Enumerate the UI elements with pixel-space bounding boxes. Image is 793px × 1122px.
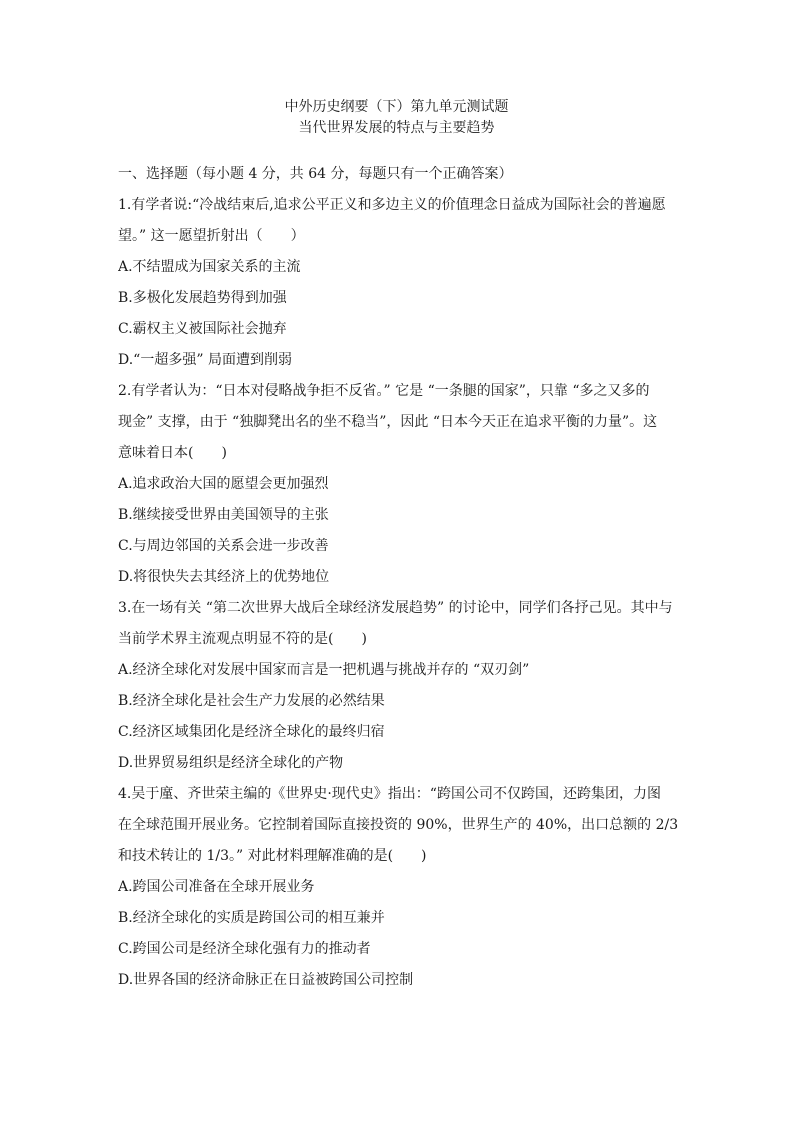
question-stem-line: 2.有学者认为：“日本对侵略战争拒不反省。” 它是 “一条腿的国家”，只靠 “多之又多的 <box>118 383 650 399</box>
option-c: C.经济区域集团化是经济全球化的最终归宿 <box>118 724 385 740</box>
option-d: D.世界各国的经济命脉正在日益被跨国公司控制 <box>118 972 414 988</box>
question-2 <box>118 381 678 598</box>
option-d: D.世界贸易组织是经济全球化的产物 <box>118 755 344 771</box>
option-c: C.与周边邻国的关系会进一步改善 <box>118 538 329 554</box>
option-d: D.将很快失去其经济上的优势地位 <box>118 569 330 585</box>
question-4 <box>118 784 678 1001</box>
question-stem-line: 和技术转让的 1/3。” 对此材料理解准确的是( ) <box>118 848 427 864</box>
question-stem-line: 望。” 这一愿望折射出（ ） <box>118 228 305 244</box>
option-b: B.经济全球化的实质是跨国公司的相互兼并 <box>118 910 385 926</box>
option-a: A.经济全球化对发展中国家而言是一把机遇与挑战并存的 “双刃剑” <box>118 662 530 678</box>
section-heading: 一、选择题（每小题 4 分，共 64 分，每题只有一个正确答案） <box>118 166 513 182</box>
option-a: A.不结盟成为国家关系的主流 <box>118 259 301 275</box>
option-b: B.继续接受世界由美国领导的主张 <box>118 507 329 523</box>
document-body <box>118 164 678 1001</box>
option-b: B.经济全球化是社会生产力发展的必然结果 <box>118 693 385 709</box>
question-stem-line: 意味着日本( ) <box>118 445 227 461</box>
option-b: B.多极化发展趋势得到加强 <box>118 290 287 306</box>
option-c: C.跨国公司是经济全球化强有力的推动者 <box>118 941 371 957</box>
document-subtitle: 当代世界发展的特点与主要趋势 <box>298 120 495 136</box>
question-stem-line: 1.有学者说:“冷战结束后,追求公平正义和多边主义的价值理念日益成为国际社会的普遍愿 <box>118 197 666 213</box>
option-c: C.霸权主义被国际社会抛弃 <box>118 321 287 337</box>
option-a: A.跨国公司准备在全球开展业务 <box>118 879 315 895</box>
question-stem-line: 3.在一场有关 “第二次世界大战后全球经济发展趋势” 的讨论中，同学们各抒己见。其中与 <box>118 600 673 616</box>
question-stem-line: 4.吴于廑、齐世荣主编的《世界史·现代史》指出：“跨国公司不仅跨国，还跨集团，力图 <box>118 786 661 802</box>
question-stem-line: 在全球范围开展业务。它控制着国际直接投资的 90%，世界生产的 40%，出口总额的 2/3 <box>118 817 678 833</box>
question-1 <box>118 195 678 381</box>
question-stem-line: 当前学术界主流观点明显不符的是( ) <box>118 631 367 647</box>
option-a: A.追求政治大国的愿望会更加强烈 <box>118 476 329 492</box>
option-d: D.“一超多强” 局面遭到削弱 <box>118 352 292 368</box>
question-3 <box>118 598 678 784</box>
document-title: 中外历史纲要（下）第九单元测试题 <box>284 99 509 115</box>
question-stem-line: 现金” 支撑，由于 “独脚凳出名的坐不稳当”，因此 “日本今天正在追求平衡的力量”。这 <box>118 414 658 430</box>
